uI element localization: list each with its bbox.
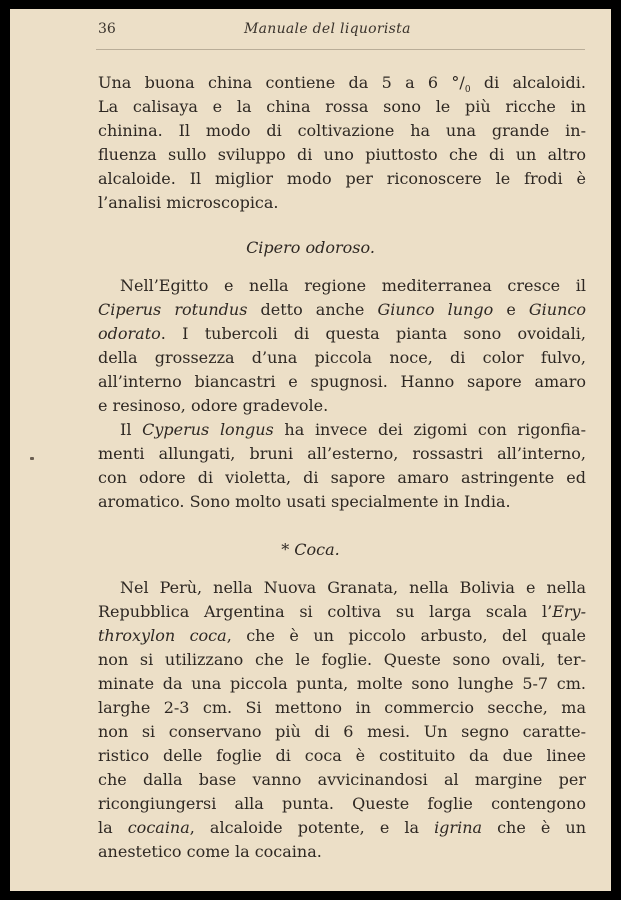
section-heading-coca: * Coca.: [281, 540, 340, 559]
text-line: fluenza sullo sviluppo di uno piuttosto che di un altro: [98, 145, 586, 164]
text-line: Una buona china contiene da 5 a 6 $^\circ/_0$ di alcaloidi.: [98, 73, 586, 96]
text-line: Repubblica Argentina si coltiva su larga scala l’Ery-: [98, 602, 586, 621]
section-heading-cipero: Cipero odoroso.: [246, 238, 375, 257]
text-line: l’analisi microscopica.: [98, 193, 279, 212]
text-line: ristico delle foglie di coca è costituito da due linee: [98, 746, 586, 765]
text-line: Ciperus rotundus detto anche Giunco lungo e Giunco: [98, 300, 586, 319]
text-line: non si utilizzano che le foglie. Queste sono ovali, ter-: [98, 650, 586, 669]
text-line: della grossezza d’una piccola noce, di color fulvo,: [98, 348, 586, 367]
text-line: chinina. Il modo di coltivazione ha una grande in-: [98, 121, 586, 140]
text-line: e resinoso, odore gradevole.: [98, 396, 329, 415]
page-number: 36: [98, 21, 116, 37]
running-title: Manuale del liquorista: [244, 21, 411, 37]
text-line: all’interno biancastri e spugnosi. Hanno sapore amaro: [98, 372, 586, 391]
text-line: che dalla base vanno avvicinandosi al margine per: [98, 770, 586, 789]
book-page: [10, 9, 611, 891]
text-line: aromatico. Sono molto usati specialmente in India.: [98, 492, 511, 511]
text-line: con odore di violetta, di sapore amaro astringente ed: [98, 468, 586, 487]
page-header: [10, 9, 611, 49]
margin-mark: [30, 457, 34, 460]
text-line: Nell’Egitto e nella regione mediterranea cresce il: [120, 276, 586, 295]
text-line: menti allungati, bruni all’esterno, rossastri all’interno,: [98, 444, 586, 463]
text-line: la cocaina, alcaloide potente, e la igrina che è un: [98, 818, 587, 837]
text-line: anestetico come la cocaina.: [98, 842, 322, 861]
text-line: throxylon coca, che è un piccolo arbusto, del quale: [98, 626, 587, 645]
header-rule: [96, 49, 585, 50]
text-line: Nel Perù, nella Nuova Granata, nella Bolivia e nella: [120, 578, 586, 597]
text-line: minate da una piccola punta, molte sono lunghe 5-7 cm.: [98, 674, 586, 693]
text-line: non si conservano più di 6 mesi. Un segno caratte-: [98, 722, 586, 741]
text-line: ricongiungersi alla punta. Queste foglie contengono: [98, 794, 586, 813]
text-line: larghe 2-3 cm. Si mettono in commercio secche, ma: [98, 698, 586, 717]
text-line: Il Cyperus longus ha invece dei zigomi con rigonfia-: [120, 420, 586, 439]
text-line: alcaloide. Il miglior modo per riconoscere le frodi è: [98, 169, 586, 188]
text-line: odorato. I tubercoli di questa pianta sono ovoidali,: [98, 324, 586, 343]
text-line: La calisaya e la china rossa sono le più ricche in: [98, 97, 586, 116]
